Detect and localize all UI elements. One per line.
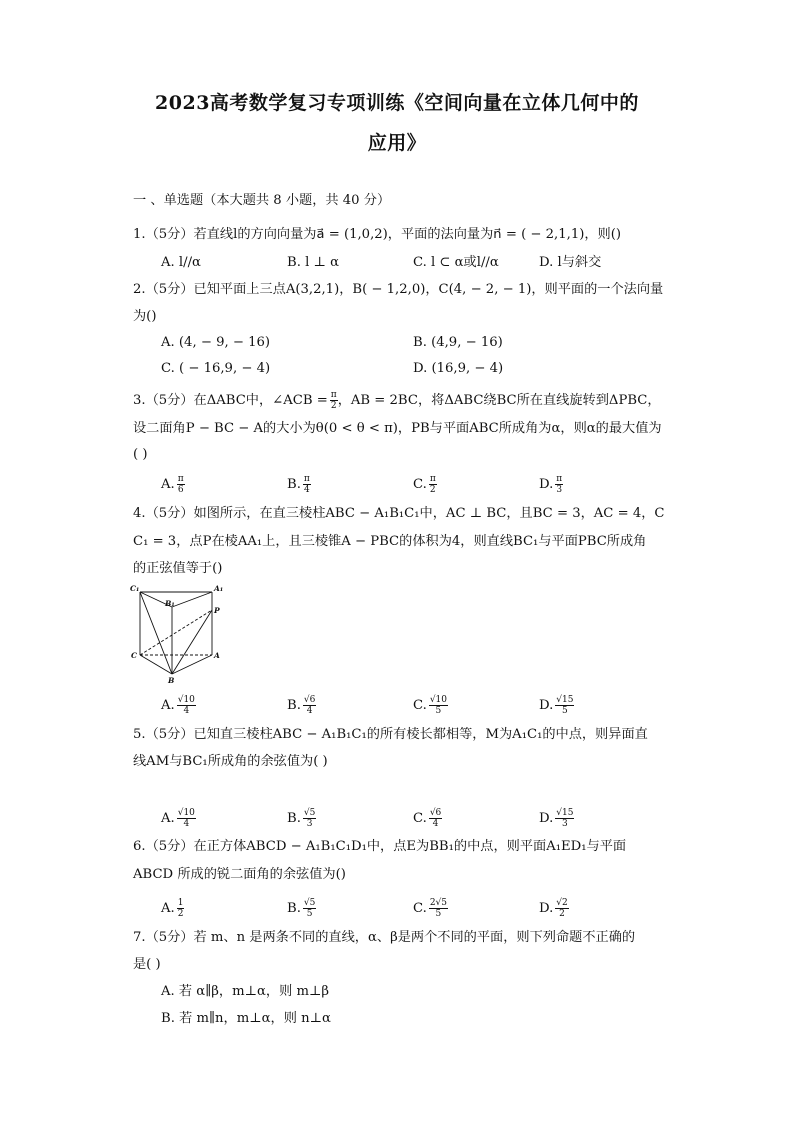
q1-option-b: B. l ⊥ α <box>287 255 339 270</box>
q5-stem-line2: 线AM与BC₁所成角的余弦值为( ) <box>133 754 328 769</box>
q3-option-d: D. $\frac{\pi}{3}$ <box>539 474 563 495</box>
q6-option-b: B. $\frac{√5}{5}$ <box>287 898 316 919</box>
q6-stem-line1: 6.（5分）在正方体ABCD − A₁B₁C₁D₁中，点E为BB₁的中点，则平面A₁ED₁与平面 <box>133 839 627 854</box>
q6-option-d: D. $\frac{√2}{2}$ <box>539 898 568 919</box>
q1-option-c: C. l ⊂ α或l//α <box>413 255 499 270</box>
q2-option-a: A. (4, − 9, − 16) <box>161 335 271 350</box>
q4-stem-line2: C₁ = 3，点P在棱AA₁上，且三棱锥A − PBC的体积为4，则直线BC₁与平面PBC所成角 <box>133 534 647 549</box>
q3-stem-line1 <box>133 390 661 411</box>
q1-option-a: A. l//α <box>161 255 201 270</box>
q1-stem: 1.（5分）若直线l的方向向量为a⃗ = (1,0,2)，平面的法向量为n⃗ = ( − 2,1,1)，则() <box>133 227 622 242</box>
q7-stem-line1: 7.（5分）若 m、n 是两条不同的直线，α、β是两个不同的平面，则下列命题不正确的 <box>133 930 636 945</box>
q3-option-c: C. $\frac{\pi}{2}$ <box>413 474 436 495</box>
q3-stem-line2: 设二面角P − BC − A的大小为θ(0 < θ < π)，PB与平面ABC所成角为α，则α的最大值为 <box>133 421 662 436</box>
q2-option-b: B. (4,9, − 16) <box>413 335 503 350</box>
section-heading: 一 、单选题（本大题共 8 小题，共 40 分） <box>133 193 391 208</box>
q5-option-d: D. $\frac{√15}{3}$ <box>539 808 574 829</box>
edge-b1a1 <box>172 592 212 607</box>
edge-cp-dashed <box>140 610 212 655</box>
label-c1: C₁ <box>130 584 140 593</box>
label-p: P <box>214 606 220 615</box>
edge-cb <box>140 655 172 674</box>
q6-option-c: C. $\frac{2√5}{5}$ <box>413 898 447 919</box>
q3-stem-part1: 3.（5分）在ΔABC中，∠ACB = <box>133 393 328 408</box>
q3-stem-part2: ，AB = 2BC，将ΔABC绕BC所在直线旋转到ΔPBC， <box>337 393 661 408</box>
q5-stem-line1: 5.（5分）已知直三棱柱ABC − A₁B₁C₁的所有棱长都相等，M为A₁C₁的中点，则异面直 <box>133 727 648 742</box>
q2-option-c: C. ( − 16,9, − 4) <box>161 361 271 376</box>
q5-option-b: B. $\frac{√5}{3}$ <box>287 808 316 829</box>
label-b1: B₁ <box>165 599 175 608</box>
q5-option-c: C. $\frac{√6}{4}$ <box>413 808 442 829</box>
q4-option-c: C. $\frac{√10}{5}$ <box>413 695 447 716</box>
title-line-1: 2023高考数学复习专项训练《空间向量在立体几何中的 <box>155 92 639 114</box>
q7-stem-line2: 是( ) <box>133 957 161 972</box>
q3-option-a: A. $\frac{\pi}{6}$ <box>161 474 184 495</box>
q2-option-d: D. (16,9, − 4) <box>413 361 504 376</box>
q1-option-d: D. l与斜交 <box>539 255 602 270</box>
q6-stem-line2: ABCD 所成的锐二面角的余弦值为() <box>133 867 346 882</box>
label-a1: A₁ <box>214 584 224 593</box>
label-a: A <box>214 651 220 660</box>
q6-option-a: A. $\frac{1}{2}$ <box>161 898 184 919</box>
q4-stem-line3: 的正弦值等于() <box>133 561 223 576</box>
label-c: C <box>131 651 137 660</box>
q4-option-a: A. $\frac{√10}{4}$ <box>161 695 195 716</box>
q7-option-a: A. 若 α∥β，m⊥α，则 m⊥β <box>161 984 330 999</box>
title-line-2: 应用》 <box>367 132 427 154</box>
prism-figure <box>128 582 228 684</box>
q3-stem-line3: ( ) <box>133 447 148 462</box>
q7-option-b: B. 若 m∥n，m⊥α，则 n⊥α <box>161 1011 331 1026</box>
q4-stem-line1: 4.（5分）如图所示，在直三棱柱ABC − A₁B₁C₁中，AC ⊥ BC，且BC = 3，AC = 4，C <box>133 506 665 521</box>
label-b: B <box>168 676 175 684</box>
q3-option-b: B. $\frac{\pi}{4}$ <box>287 474 310 495</box>
q5-option-a: A. $\frac{√10}{4}$ <box>161 808 195 829</box>
q2-stem-line2: 为() <box>133 309 157 324</box>
q2-stem-line1: 2.（5分）已知平面上三点A(3,2,1)，B( − 1,2,0)，C(4, − 2, − 1)，则平面的一个法向量 <box>133 282 664 297</box>
q4-option-b: B. $\frac{√6}{4}$ <box>287 695 316 716</box>
fraction: $\frac{\pi}{2}$ <box>330 390 337 411</box>
q4-option-d: D. $\frac{√15}{5}$ <box>539 695 574 716</box>
